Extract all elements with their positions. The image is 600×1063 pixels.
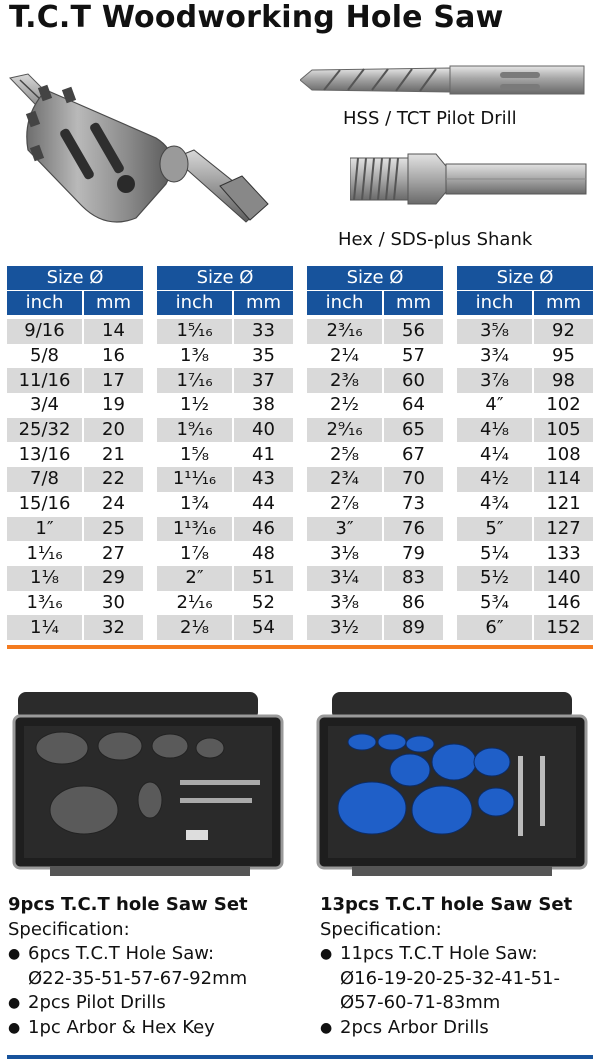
mm-cell: 133 xyxy=(546,542,581,564)
size-table-body xyxy=(307,319,443,640)
inch-header: inch xyxy=(457,291,533,316)
mm-cell: 57 xyxy=(402,345,425,367)
shank-image xyxy=(350,150,588,208)
table-row xyxy=(307,517,443,542)
mm-cell: 79 xyxy=(402,542,425,564)
set-9pcs xyxy=(8,893,248,1040)
mm-cell: 33 xyxy=(233,319,293,344)
inch-cell: 2³⁄₄ xyxy=(307,467,383,492)
inch-cell: 3¹⁄₈ xyxy=(307,541,383,566)
mm-cell: 30 xyxy=(102,591,125,613)
mm-cell: 16 xyxy=(102,345,125,367)
table-row xyxy=(7,344,143,369)
table-row xyxy=(457,492,593,517)
inch-cell: 1³⁄₄ xyxy=(157,492,233,517)
pilot-drill-image xyxy=(300,58,588,102)
table-row xyxy=(457,344,593,369)
mm-cell: 105 xyxy=(533,418,593,443)
size-table-2 xyxy=(157,266,293,640)
table-row xyxy=(157,541,293,566)
table-row xyxy=(7,517,143,542)
size-table-body xyxy=(457,319,593,640)
mm-cell: 19 xyxy=(102,394,125,416)
mm-cell: 24 xyxy=(102,493,125,515)
table-row xyxy=(307,393,443,418)
mm-cell: 70 xyxy=(383,467,443,492)
mm-cell: 51 xyxy=(233,566,293,591)
table-row xyxy=(307,319,443,344)
inch-cell: 1⁵⁄₁₆ xyxy=(157,319,233,344)
table-row xyxy=(457,541,593,566)
mm-cell: 98 xyxy=(533,368,593,393)
table-row xyxy=(457,368,593,393)
mm-cell: 146 xyxy=(546,591,581,613)
size-table-body xyxy=(157,319,293,640)
table-row xyxy=(7,566,143,591)
mm-header: mm xyxy=(383,291,443,316)
inch-cell: 2⁷⁄₈ xyxy=(307,492,383,517)
spec-bullet: ● 11pcs T.C.T Hole Saw: xyxy=(320,942,572,967)
inch-cell: 1³⁄₈ xyxy=(157,344,233,369)
inch-cell: 3/4 xyxy=(7,393,83,418)
table-row xyxy=(157,467,293,492)
inch-cell: 6″ xyxy=(457,615,533,640)
spec-bullet-continued: Ø16-19-20-25-32-41-51- xyxy=(340,967,560,989)
inch-cell: 4″ xyxy=(457,393,533,418)
table-row xyxy=(307,541,443,566)
spec-label: Specification: xyxy=(8,918,130,940)
size-header: Size Ø xyxy=(7,266,143,291)
mm-cell: 17 xyxy=(83,368,143,393)
size-table-4 xyxy=(457,266,593,640)
table-row xyxy=(307,344,443,369)
orange-divider xyxy=(7,645,593,649)
inch-cell: 2⁵⁄₈ xyxy=(307,442,383,467)
inch-cell: 15/16 xyxy=(7,492,83,517)
inch-cell: 4¹⁄₄ xyxy=(457,442,533,467)
table-row xyxy=(307,418,443,443)
mm-cell: 65 xyxy=(383,418,443,443)
mm-cell: 95 xyxy=(552,345,575,367)
inch-cell: 5³⁄₄ xyxy=(457,591,533,616)
mm-cell: 56 xyxy=(383,319,443,344)
table-row xyxy=(7,615,143,640)
inch-cell: 1⁷⁄₁₆ xyxy=(157,368,233,393)
inch-cell: 2¹⁄₂ xyxy=(307,393,383,418)
inch-cell: 7/8 xyxy=(7,467,83,492)
table-row xyxy=(457,566,593,591)
inch-cell: 11/16 xyxy=(7,368,83,393)
mm-cell: 38 xyxy=(252,394,275,416)
size-table-1 xyxy=(7,266,143,640)
table-row xyxy=(7,442,143,467)
mm-header: mm xyxy=(533,291,593,316)
mm-cell: 152 xyxy=(533,615,593,640)
mm-cell: 29 xyxy=(83,566,143,591)
page-title: T.C.T Woodworking Hole Saw xyxy=(9,0,504,35)
table-row xyxy=(157,517,293,542)
table-row xyxy=(157,591,293,616)
mm-cell: 73 xyxy=(402,493,425,515)
set-name: 13pcs T.C.T hole Saw Set xyxy=(320,894,573,915)
inch-cell: 1⁵⁄₈ xyxy=(157,442,233,467)
inch-cell: 2³⁄₁₆ xyxy=(307,319,383,344)
mm-cell: 92 xyxy=(533,319,593,344)
mm-cell: 35 xyxy=(252,345,275,367)
mm-cell: 86 xyxy=(402,591,425,613)
inch-cell: 1¹⁄₈ xyxy=(7,566,83,591)
mm-cell: 76 xyxy=(383,517,443,542)
spec-bullet-continued: Ø22-35-51-57-67-92mm xyxy=(28,967,248,989)
mm-cell: 89 xyxy=(383,615,443,640)
mm-cell: 43 xyxy=(233,467,293,492)
inch-cell: 4¹⁄₈ xyxy=(457,418,533,443)
inch-header: inch xyxy=(307,291,383,316)
table-row xyxy=(157,319,293,344)
inch-cell: 9/16 xyxy=(7,319,83,344)
mm-cell: 37 xyxy=(233,368,293,393)
inch-cell: 2¹⁄₁₆ xyxy=(157,591,233,616)
mm-cell: 52 xyxy=(252,591,275,613)
inch-cell: 2³⁄₈ xyxy=(307,368,383,393)
inch-cell: 3⁷⁄₈ xyxy=(457,368,533,393)
table-row xyxy=(157,344,293,369)
mm-cell: 102 xyxy=(546,394,581,416)
mm-cell: 22 xyxy=(83,467,143,492)
mm-cell: 67 xyxy=(402,443,425,465)
table-row xyxy=(7,319,143,344)
mm-cell: 14 xyxy=(83,319,143,344)
inch-cell: 2⁹⁄₁₆ xyxy=(307,418,383,443)
inch-cell: 3³⁄₄ xyxy=(457,344,533,369)
size-header: Size Ø xyxy=(307,266,443,291)
table-row xyxy=(457,418,593,443)
inch-cell: 1¹⁄₁₆ xyxy=(7,541,83,566)
spec-bullet: ● 6pcs T.C.T Hole Saw: xyxy=(8,942,248,967)
table-row xyxy=(307,591,443,616)
spec-label: Specification: xyxy=(320,918,442,940)
mm-cell: 41 xyxy=(252,443,275,465)
table-row xyxy=(457,393,593,418)
table-row xyxy=(7,368,143,393)
inch-cell: 4³⁄₄ xyxy=(457,492,533,517)
inch-cell: 1¹⁄₄ xyxy=(7,615,83,640)
shank-caption: Hex / SDS-plus Shank xyxy=(338,229,533,250)
table-row xyxy=(157,615,293,640)
mm-cell: 21 xyxy=(102,443,125,465)
table-row xyxy=(457,615,593,640)
mm-cell: 48 xyxy=(252,542,275,564)
inch-header: inch xyxy=(7,291,83,316)
spec-bullet-continued: Ø57-60-71-83mm xyxy=(340,992,501,1013)
inch-cell: 4¹⁄₂ xyxy=(457,467,533,492)
spec-bullet: ● 1pc Arbor & Hex Key xyxy=(8,1016,248,1041)
inch-cell: 3⁵⁄₈ xyxy=(457,319,533,344)
mm-cell: 121 xyxy=(546,493,581,515)
table-row xyxy=(157,492,293,517)
table-row xyxy=(457,591,593,616)
table-row xyxy=(457,442,593,467)
size-table-3 xyxy=(307,266,443,640)
inch-cell: 3″ xyxy=(307,517,383,542)
mm-cell: 46 xyxy=(233,517,293,542)
inch-cell: 1¹⁄₂ xyxy=(157,393,233,418)
mm-header: mm xyxy=(233,291,293,316)
inch-cell: 1⁷⁄₈ xyxy=(157,541,233,566)
mm-header: mm xyxy=(83,291,143,316)
table-row xyxy=(7,467,143,492)
table-row xyxy=(157,393,293,418)
mm-cell: 20 xyxy=(83,418,143,443)
mm-cell: 32 xyxy=(83,615,143,640)
set-13pcs xyxy=(320,893,572,1040)
table-row xyxy=(157,418,293,443)
inch-cell: 1⁹⁄₁₆ xyxy=(157,418,233,443)
inch-cell: 3¹⁄₂ xyxy=(307,615,383,640)
mm-cell: 25 xyxy=(83,517,143,542)
table-row xyxy=(307,442,443,467)
table-row xyxy=(7,418,143,443)
table-row xyxy=(307,615,443,640)
table-row xyxy=(7,492,143,517)
blue-divider xyxy=(7,1055,593,1059)
table-row xyxy=(307,467,443,492)
case-9pcs-image xyxy=(10,690,285,880)
table-row xyxy=(307,368,443,393)
table-row xyxy=(307,492,443,517)
size-header: Size Ø xyxy=(457,266,593,291)
table-row xyxy=(457,517,593,542)
pilot-drill-caption: HSS / TCT Pilot Drill xyxy=(343,108,517,129)
mm-cell: 40 xyxy=(233,418,293,443)
table-row xyxy=(457,467,593,492)
inch-cell: 2¹⁄₈ xyxy=(157,615,233,640)
inch-cell: 1³⁄₁₆ xyxy=(7,591,83,616)
inch-cell: 1″ xyxy=(7,517,83,542)
table-row xyxy=(7,591,143,616)
inch-cell: 3¹⁄₄ xyxy=(307,566,383,591)
mm-cell: 127 xyxy=(533,517,593,542)
mm-cell: 27 xyxy=(102,542,125,564)
inch-cell: 13/16 xyxy=(7,442,83,467)
mm-cell: 114 xyxy=(533,467,593,492)
mm-cell: 60 xyxy=(383,368,443,393)
size-table-body xyxy=(7,319,143,640)
mm-cell: 83 xyxy=(383,566,443,591)
table-row xyxy=(7,393,143,418)
table-row xyxy=(157,442,293,467)
mm-cell: 44 xyxy=(252,493,275,515)
table-row xyxy=(457,319,593,344)
inch-cell: 5¹⁄₂ xyxy=(457,566,533,591)
mm-cell: 108 xyxy=(546,443,581,465)
table-row xyxy=(157,566,293,591)
inch-cell: 2″ xyxy=(157,566,233,591)
inch-cell: 25/32 xyxy=(7,418,83,443)
case-13pcs-image xyxy=(312,690,592,880)
inch-header: inch xyxy=(157,291,233,316)
inch-cell: 5¹⁄₄ xyxy=(457,541,533,566)
inch-cell: 1¹¹⁄₁₆ xyxy=(157,467,233,492)
hole-saw-image xyxy=(6,66,274,236)
inch-cell: 5/8 xyxy=(7,344,83,369)
spec-bullet: ● 2pcs Pilot Drills xyxy=(8,991,248,1016)
table-row xyxy=(307,566,443,591)
mm-cell: 64 xyxy=(402,394,425,416)
table-row xyxy=(7,541,143,566)
inch-cell: 1¹³⁄₁₆ xyxy=(157,517,233,542)
set-name: 9pcs T.C.T hole Saw Set xyxy=(8,894,248,915)
mm-cell: 54 xyxy=(233,615,293,640)
inch-cell: 2¹⁄₄ xyxy=(307,344,383,369)
size-header: Size Ø xyxy=(157,266,293,291)
inch-cell: 5″ xyxy=(457,517,533,542)
mm-cell: 140 xyxy=(533,566,593,591)
table-row xyxy=(157,368,293,393)
inch-cell: 3³⁄₈ xyxy=(307,591,383,616)
spec-bullet: ● 2pcs Arbor Drills xyxy=(320,1016,572,1041)
